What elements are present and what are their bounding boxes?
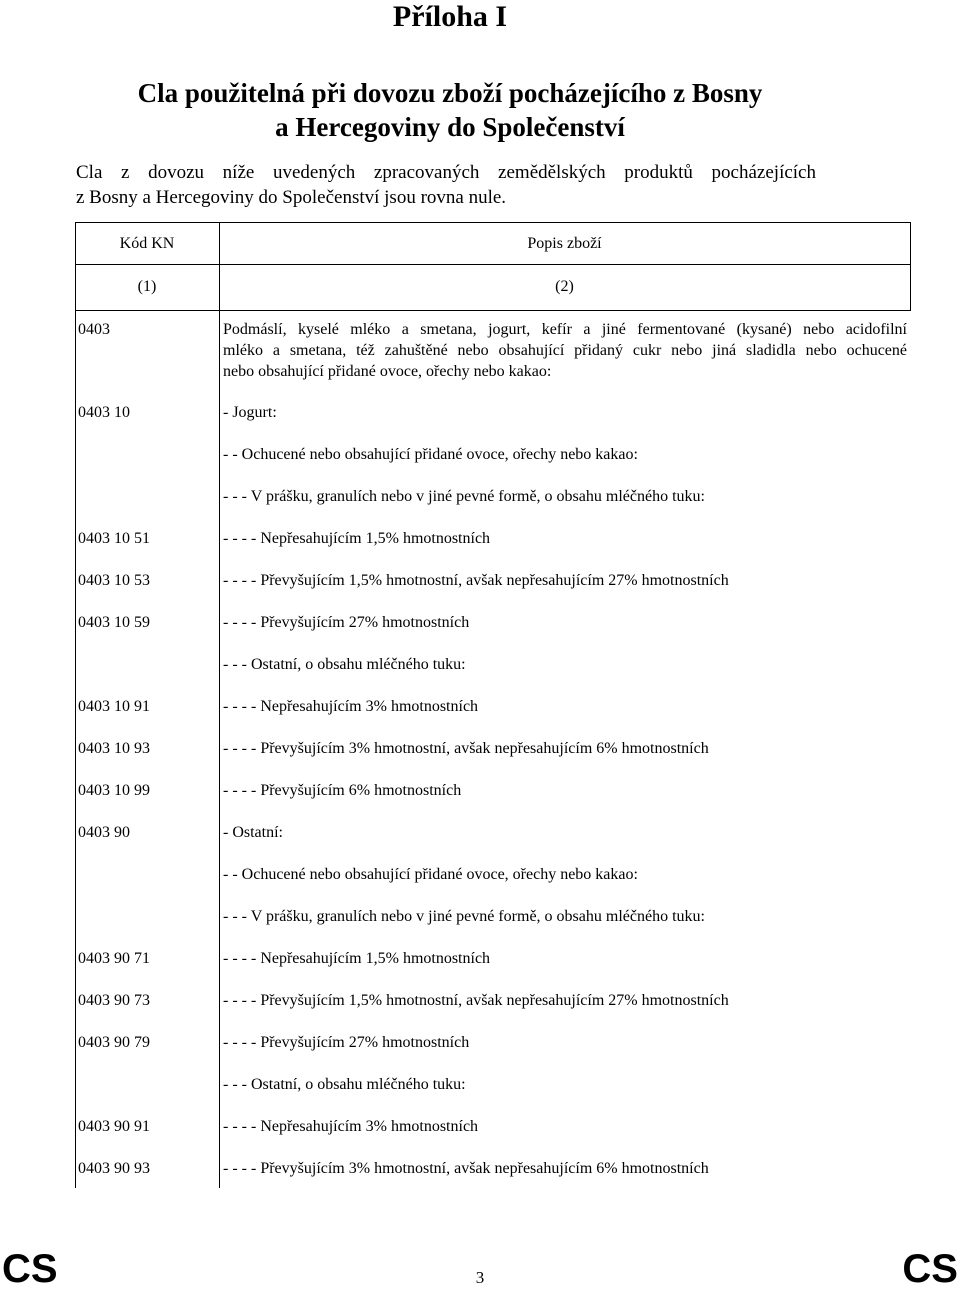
table-column-divider (219, 222, 220, 1188)
language-mark-left: CS (2, 1247, 58, 1291)
language-mark-right: CS (902, 1247, 958, 1291)
header-code-number: (1) (137, 278, 157, 295)
table-row-code: 0403 90 91 (78, 1118, 150, 1135)
description-line-3: nebo obsahující přidané ovoce, ořechy nebo kakao: (223, 363, 552, 380)
table-row-description: - - - Ostatní, o obsahu mléčného tuku: (223, 656, 466, 673)
table-left-border (75, 222, 76, 1188)
header-bottom-border (75, 310, 911, 311)
table-row-description: - - - Ostatní, o obsahu mléčného tuku: (223, 1076, 466, 1093)
document-subtitle (0, 76, 900, 144)
table-row-description: - - - - Převyšujícím 3% hmotnostní, avšak nepřesahujícím 6% hmotnostních (223, 1160, 709, 1177)
table-row-description: - - - - Převyšujícím 3% hmotnostní, avšak nepřesahujícím 6% hmotnostních (223, 740, 709, 757)
table-row-description: - - Ochucené nebo obsahující přidané ovoce, ořechy nebo kakao: (223, 866, 638, 883)
table-row-code: 0403 90 79 (78, 1034, 150, 1051)
table-row-description: - - - - Nepřesahujícím 1,5% hmotnostních (223, 950, 491, 967)
table-right-border (910, 222, 911, 310)
table-row-description: - - - - Nepřesahujícím 3% hmotnostních (223, 698, 479, 715)
table-row-description: - - - - Nepřesahujícím 1,5% hmotnostních (223, 530, 491, 547)
table-row-description: - - - V prášku, granulích nebo v jiné pevné formě, o obsahu mléčného tuku: (223, 488, 705, 505)
description-line-2: mléko a smetana, též zahuštěné nebo obsahující přidaný cukr nebo jiná sladidla nebo ochucené (223, 342, 907, 359)
table-row-code: 0403 10 59 (78, 614, 150, 631)
table-row-description: - Jogurt: (223, 404, 277, 421)
table-row-code: 0403 (78, 321, 110, 338)
intro-line-2: z Bosny a Hercegoviny do Společenství jsou rovna nule. (76, 187, 507, 208)
table-row-description: - Ostatní: (223, 824, 283, 841)
table-row-description: - - - - Převyšujícím 27% hmotnostních (223, 1034, 470, 1051)
table-row-code: 0403 90 93 (78, 1160, 150, 1177)
table-row-code: 0403 10 51 (78, 530, 150, 547)
intro-line-1: Cla z dovozu níže uvedených zpracovaných zemědělských produktů pocházejících (76, 162, 816, 183)
table-row-description: - - - - Převyšujícím 27% hmotnostních (223, 614, 470, 631)
header-description-number: (2) (555, 278, 574, 295)
table-row-code: 0403 10 91 (78, 698, 150, 715)
table-row-code: 0403 10 (78, 404, 130, 421)
header-code: Kód KN (119, 235, 175, 252)
intro-paragraph (76, 160, 816, 210)
description-line-1: Podmáslí, kyselé mléko a smetana, jogurt, kefír a jiné fermentované (kysané) nebo acidofilní (223, 321, 907, 338)
table-top-border (75, 222, 911, 223)
header-row-divider (75, 264, 911, 265)
page-number: 3 (475, 1268, 485, 1287)
table-row-code: 0403 90 71 (78, 950, 150, 967)
table-row-description: - - - - Převyšujícím 1,5% hmotnostní, avšak nepřesahujícím 27% hmotnostních (223, 992, 729, 1009)
table-row-description (223, 319, 907, 382)
table-row-code: 0403 90 73 (78, 992, 150, 1009)
table-row-code: 0403 10 93 (78, 740, 150, 757)
page-heading: Příloha I (392, 0, 508, 33)
subtitle-line-2: a Hercegoviny do Společenství (275, 112, 625, 142)
header-description: Popis zboží (527, 235, 602, 252)
table-row-description: - - - V prášku, granulích nebo v jiné pevné formě, o obsahu mléčného tuku: (223, 908, 705, 925)
tariff-table (75, 222, 911, 1188)
table-row-description: - - - - Převyšujícím 6% hmotnostních (223, 782, 462, 799)
subtitle-line-1: Cla použitelná při dovozu zboží pocházejícího z Bosny (137, 78, 763, 108)
table-row-code: 0403 10 99 (78, 782, 150, 799)
table-row-description: - - Ochucené nebo obsahující přidané ovoce, ořechy nebo kakao: (223, 446, 638, 463)
table-row-description: - - - - Nepřesahujícím 3% hmotnostních (223, 1118, 479, 1135)
table-row-description: - - - - Převyšujícím 1,5% hmotnostní, avšak nepřesahujícím 27% hmotnostních (223, 572, 729, 589)
table-row-code: 0403 90 (78, 824, 130, 841)
table-row-code: 0403 10 53 (78, 572, 150, 589)
